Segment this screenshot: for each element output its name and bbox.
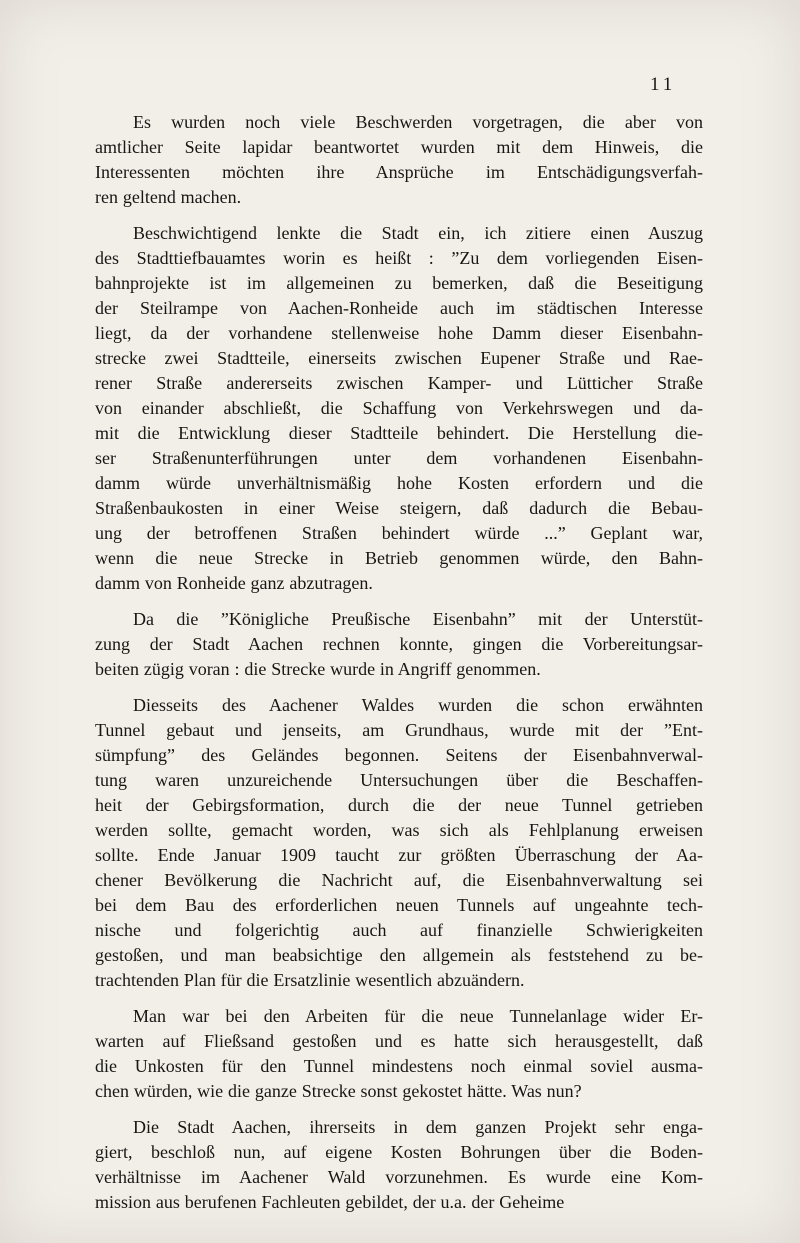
text-line: ser Straßenunterführungen unter dem vorhandenen Eisenbahn- xyxy=(95,448,703,468)
text-line: Tunnel gebaut und jenseits, am Grundhaus, wurde mit der ”Ent- xyxy=(95,720,703,740)
text-line: sümpfung” des Geländes begonnen. Seitens der Eisenbahnverwal- xyxy=(95,745,703,765)
text-line: amtlicher Seite lapidar beantwortet wurden mit dem Hinweis, die xyxy=(95,137,703,157)
text-line: tung waren unzureichende Untersuchungen über die Beschaffen- xyxy=(95,770,703,790)
text-line: werden sollte, gemacht worden, was sich als Fehlplanung erweisen xyxy=(95,820,703,840)
paragraph xyxy=(95,1115,703,1215)
text-line: Man war bei den Arbeiten für die neue Tunnelanlage wider Er- xyxy=(133,1006,703,1026)
text-line: damm von Ronheide ganz abzutragen. xyxy=(95,573,373,593)
paragraph xyxy=(95,221,703,596)
text-line: verhältnisse im Aachener Wald vorzunehmen. Es wurde eine Kom- xyxy=(95,1167,703,1187)
text-line: Straßenbaukosten in einer Weise steigern, daß dadurch die Bebau- xyxy=(95,498,703,518)
text-line: des Stadttiefbauamtes worin es heißt : ”Zu dem vorliegenden Eisen- xyxy=(95,248,703,268)
text-line: heit der Gebirgsformation, durch die der neue Tunnel getrieben xyxy=(95,795,703,815)
paragraph xyxy=(95,693,703,993)
text-block xyxy=(95,110,703,1226)
text-line: warten auf Fließsand gestoßen und es hatte sich herausgestellt, daß xyxy=(95,1031,703,1051)
text-line: Die Stadt Aachen, ihrerseits in dem ganzen Projekt sehr enga- xyxy=(133,1117,703,1137)
text-line: sollte. Ende Januar 1909 taucht zur größten Überraschung der Aa- xyxy=(95,845,703,865)
text-line: wenn die neue Strecke in Betrieb genommen würde, den Bahn- xyxy=(95,548,703,568)
text-line: rener Straße andererseits zwischen Kamper- und Lütticher Straße xyxy=(95,373,703,393)
text-line: beiten zügig voran : die Strecke wurde in Angriff genommen. xyxy=(95,659,541,679)
text-line: von einander abschließt, die Schaffung von Verkehrswegen und da- xyxy=(95,398,703,418)
text-line: Diesseits des Aachener Waldes wurden die schon erwähnten xyxy=(133,695,703,715)
text-line: Es wurden noch viele Beschwerden vorgetragen, die aber von xyxy=(133,112,703,132)
text-line: chen würden, wie die ganze Strecke sonst gekostet hätte. Was nun? xyxy=(95,1081,582,1101)
text-line: Beschwichtigend lenkte die Stadt ein, ich zitiere einen Auszug xyxy=(133,223,703,243)
paragraph xyxy=(95,607,703,682)
text-line: mit die Entwicklung dieser Stadtteile behindert. Die Herstellung die- xyxy=(95,423,703,443)
text-line: liegt, da der vorhandene stellenweise hohe Damm dieser Eisenbahn- xyxy=(95,323,703,343)
text-line: giert, beschloß nun, auf eigene Kosten Bohrungen über die Boden- xyxy=(95,1142,703,1162)
text-line: bahnprojekte ist im allgemeinen zu bemerken, daß die Beseitigung xyxy=(95,273,703,293)
page-number: 11 xyxy=(650,74,677,95)
paragraph xyxy=(95,1004,703,1104)
text-line: mission aus berufenen Fachleuten gebildet, der u.a. der Geheime xyxy=(95,1192,565,1212)
text-line: bei dem Bau des erforderlichen neuen Tunnels auf ungeahnte tech- xyxy=(95,895,703,915)
text-line: Da die ”Königliche Preußische Eisenbahn” mit der Unterstüt- xyxy=(133,609,703,629)
text-line: strecke zwei Stadtteile, einerseits zwischen Eupener Straße und Rae- xyxy=(95,348,703,368)
text-line: die Unkosten für den Tunnel mindestens noch einmal soviel ausma- xyxy=(95,1056,703,1076)
text-line: trachtenden Plan für die Ersatzlinie wesentlich abzuändern. xyxy=(95,970,525,990)
text-line: der Steilrampe von Aachen-Ronheide auch im städtischen Interesse xyxy=(95,298,703,318)
text-line: ren geltend machen. xyxy=(95,187,242,207)
text-line: ung der betroffenen Straßen behindert würde ...” Geplant war, xyxy=(95,523,703,543)
paragraph xyxy=(95,110,703,210)
text-line: damm würde unverhältnismäßig hohe Kosten erfordern und die xyxy=(95,473,703,493)
text-line: chener Bevölkerung die Nachricht auf, die Eisenbahnverwaltung sei xyxy=(95,870,703,890)
text-line: nische und folgerichtig auch auf finanzielle Schwierigkeiten xyxy=(95,920,703,940)
text-line: gestoßen, und man beabsichtige den allgemein als feststehend zu be- xyxy=(95,945,703,965)
text-line: zung der Stadt Aachen rechnen konnte, gingen die Vorbereitungsar- xyxy=(95,634,703,654)
text-line: Interessenten möchten ihre Ansprüche im Entschädigungsverfah- xyxy=(95,162,703,182)
